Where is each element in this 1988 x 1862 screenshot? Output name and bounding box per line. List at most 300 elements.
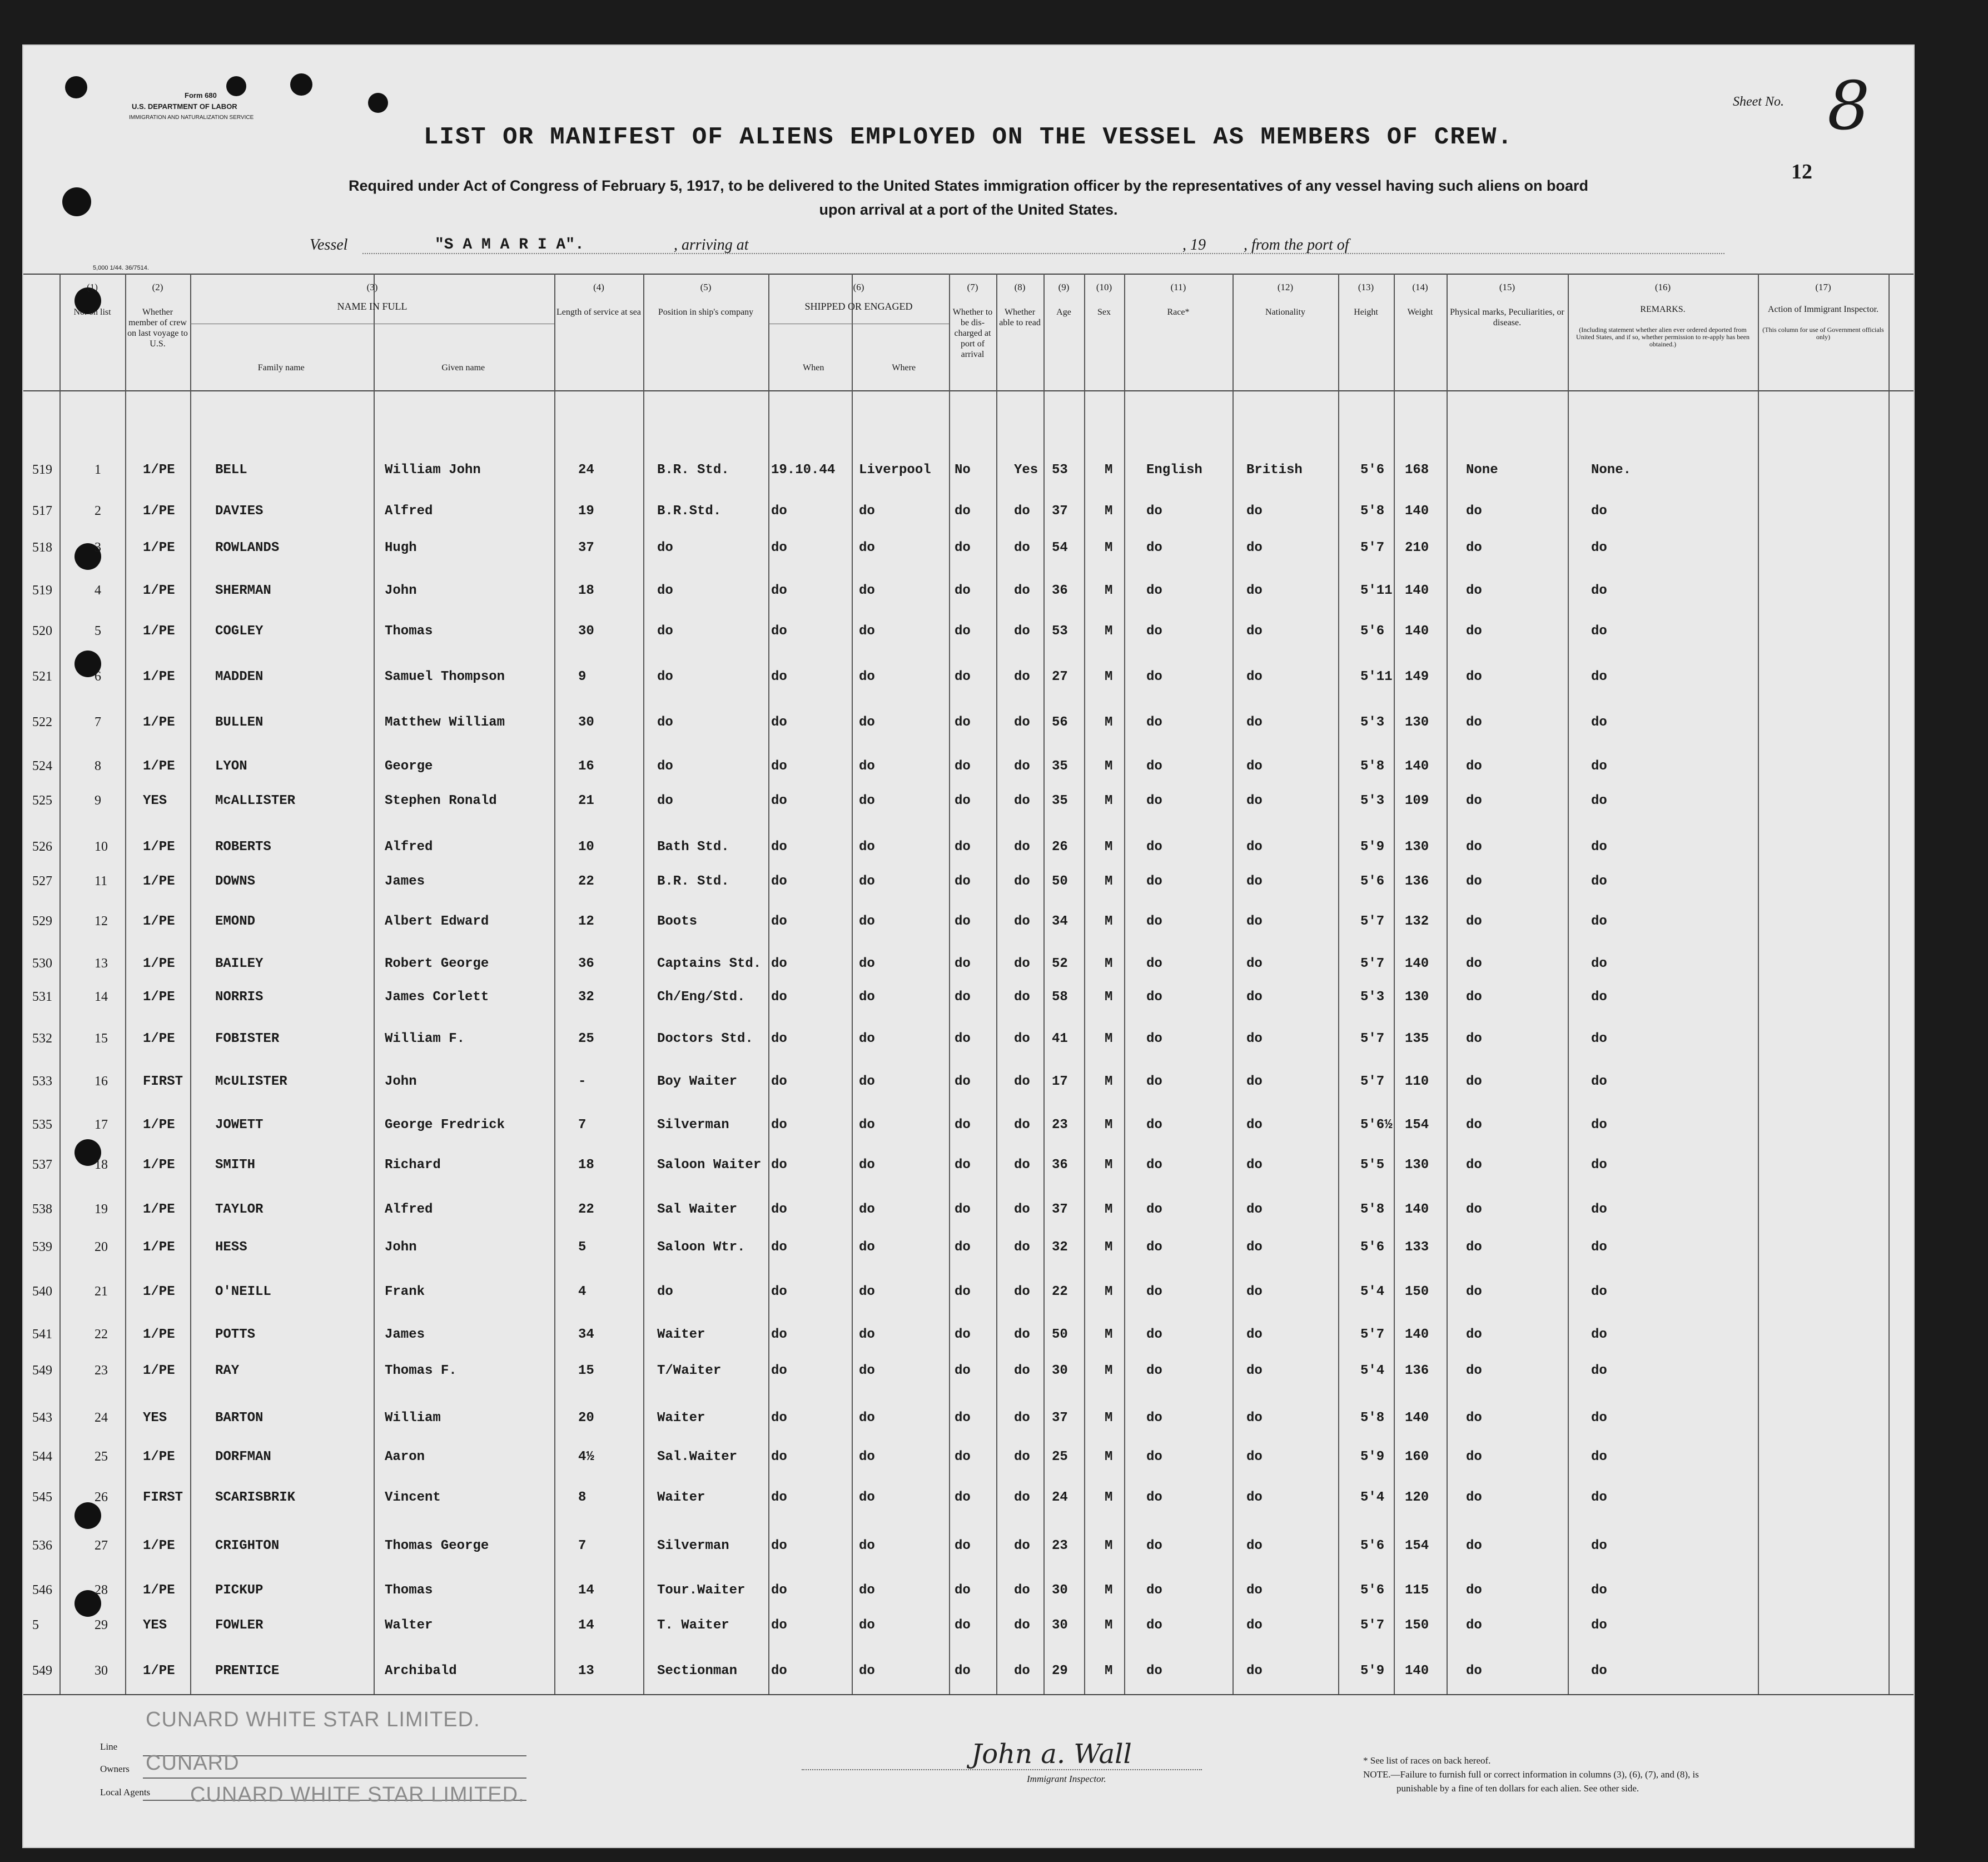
physical-marks: do xyxy=(1466,1284,1482,1299)
engaged-where: do xyxy=(859,1664,875,1679)
previous-voyage: 1/PE xyxy=(143,669,175,684)
length-of-service: 19 xyxy=(578,504,594,519)
able-to-read: do xyxy=(1014,1158,1030,1173)
sex: M xyxy=(1105,540,1113,555)
nationality: do xyxy=(1246,1327,1263,1342)
able-to-read: do xyxy=(1014,583,1030,598)
engaged-where: do xyxy=(859,669,875,684)
age: 30 xyxy=(1052,1618,1068,1633)
table-bottom-rule xyxy=(23,1694,1914,1695)
list-ref-number: 544 xyxy=(32,1449,52,1464)
age: 37 xyxy=(1052,1411,1068,1426)
family-name: McULISTER xyxy=(215,1074,287,1089)
age: 37 xyxy=(1052,504,1068,519)
previous-voyage: 1/PE xyxy=(143,1327,175,1342)
given-name: Robert George xyxy=(385,956,489,971)
ship-position: Boy Waiter xyxy=(657,1074,738,1089)
discharged-at-port: do xyxy=(955,874,971,889)
height: 5'7 xyxy=(1360,1618,1385,1633)
age: 36 xyxy=(1052,583,1068,598)
line-number: 12 xyxy=(95,914,108,928)
previous-voyage: 1/PE xyxy=(143,1240,175,1255)
able-to-read: do xyxy=(1014,1240,1030,1255)
previous-voyage: 1/PE xyxy=(143,583,175,598)
physical-marks: do xyxy=(1466,914,1482,929)
length-of-service: 8 xyxy=(578,1490,587,1505)
discharged-at-port: do xyxy=(955,1411,971,1426)
race: do xyxy=(1146,990,1162,1005)
engaged-when: do xyxy=(771,540,787,555)
race: do xyxy=(1146,1158,1162,1173)
previous-voyage: 1/PE xyxy=(143,1538,175,1553)
family-name: RAY xyxy=(215,1363,240,1378)
ship-position: do xyxy=(657,669,673,684)
engaged-when: do xyxy=(771,1363,787,1378)
department-name: U.S. DEPARTMENT OF LABOR xyxy=(132,102,237,111)
weight: 115 xyxy=(1405,1583,1429,1598)
list-ref-number: 539 xyxy=(32,1240,52,1254)
ship-position: Sal Waiter xyxy=(657,1202,738,1217)
family-name: BAILEY xyxy=(215,956,264,971)
able-to-read: do xyxy=(1014,715,1030,730)
previous-voyage: FIRST xyxy=(143,1490,183,1505)
nationality: do xyxy=(1246,1240,1263,1255)
discharged-at-port: do xyxy=(955,1538,971,1553)
weight: 140 xyxy=(1405,1664,1429,1679)
length-of-service: 4 xyxy=(578,1284,587,1299)
physical-marks: do xyxy=(1466,1240,1482,1255)
column-rule xyxy=(643,274,644,1694)
column-heading: REMARKS. xyxy=(1640,305,1686,314)
length-of-service: 14 xyxy=(578,1583,594,1598)
height: 5'7 xyxy=(1360,1327,1385,1342)
race: do xyxy=(1146,669,1162,684)
height: 5'3 xyxy=(1360,793,1385,808)
nationality: do xyxy=(1246,956,1263,971)
engaged-where: do xyxy=(859,759,875,774)
line-number: 23 xyxy=(95,1363,108,1378)
remarks: do xyxy=(1591,1240,1607,1255)
column-number: (13) xyxy=(1358,282,1374,292)
engaged-when: do xyxy=(771,1583,787,1598)
column-number: (17) xyxy=(1815,282,1831,292)
weight: 154 xyxy=(1405,1118,1429,1133)
nationality: do xyxy=(1246,874,1263,889)
column-number: (3) xyxy=(366,282,378,292)
able-to-read: do xyxy=(1014,1202,1030,1217)
line-number: 22 xyxy=(95,1327,108,1342)
weight: 130 xyxy=(1405,1158,1429,1173)
given-name: Samuel Thompson xyxy=(385,669,505,684)
nationality: do xyxy=(1246,1449,1263,1464)
remarks: do xyxy=(1591,914,1607,929)
previous-voyage: 1/PE xyxy=(143,1363,175,1378)
engaged-when: do xyxy=(771,990,787,1005)
length-of-service: 5 xyxy=(578,1240,587,1255)
remarks: do xyxy=(1591,840,1607,855)
ship-position: Waiter xyxy=(657,1490,705,1505)
previous-voyage: 1/PE xyxy=(143,1664,175,1679)
nationality: do xyxy=(1246,1490,1263,1505)
line-number: 14 xyxy=(95,990,108,1004)
sex: M xyxy=(1105,624,1113,639)
nationality: do xyxy=(1246,914,1263,929)
sex: M xyxy=(1105,793,1113,808)
sheet-label: Sheet No. xyxy=(1733,95,1784,109)
discharged-at-port: do xyxy=(955,1327,971,1342)
height: 5'3 xyxy=(1360,715,1385,730)
column-rule xyxy=(1758,274,1759,1694)
sex: M xyxy=(1105,914,1113,929)
nationality: do xyxy=(1246,1158,1263,1173)
column-heading: Weight xyxy=(1407,307,1433,317)
nationality: do xyxy=(1246,990,1263,1005)
discharged-at-port: do xyxy=(955,1240,971,1255)
nationality: do xyxy=(1246,504,1263,519)
sex: M xyxy=(1105,1158,1113,1173)
remarks: do xyxy=(1591,1363,1607,1378)
family-name: NORRIS xyxy=(215,990,264,1005)
age: 53 xyxy=(1052,463,1068,478)
family-name: DOWNS xyxy=(215,874,256,889)
nationality: do xyxy=(1246,1583,1263,1598)
list-ref-number: 524 xyxy=(32,759,52,773)
from-port-label: , from the port of xyxy=(1244,236,1349,254)
column-number: (5) xyxy=(700,282,712,292)
able-to-read: do xyxy=(1014,1449,1030,1464)
ship-position: B.R.Std. xyxy=(657,504,722,519)
previous-voyage: YES xyxy=(143,1618,167,1633)
age: 35 xyxy=(1052,759,1068,774)
race: do xyxy=(1146,956,1162,971)
engaged-where: do xyxy=(859,1411,875,1426)
remarks: None. xyxy=(1591,463,1632,478)
engaged-when: do xyxy=(771,1074,787,1089)
age: 26 xyxy=(1052,840,1068,855)
engaged-where: do xyxy=(859,1449,875,1464)
family-name: JOWETT xyxy=(215,1118,264,1133)
previous-voyage: 1/PE xyxy=(143,1118,175,1133)
list-ref-number: 529 xyxy=(32,914,52,928)
age: 22 xyxy=(1052,1284,1068,1299)
given-name: Alfred xyxy=(385,840,433,855)
ship-position: Saloon Waiter xyxy=(657,1158,762,1173)
family-name: HESS xyxy=(215,1240,247,1255)
race: do xyxy=(1146,840,1162,855)
given-name: Matthew William xyxy=(385,715,505,730)
race: do xyxy=(1146,1363,1162,1378)
list-ref-number: 549 xyxy=(32,1664,52,1678)
physical-marks: do xyxy=(1466,793,1482,808)
line-number: 10 xyxy=(95,840,108,854)
line-number: 26 xyxy=(95,1490,108,1505)
engaged-when: do xyxy=(771,1031,787,1046)
column-rule xyxy=(1447,274,1448,1694)
line-number: 9 xyxy=(95,793,101,808)
length-of-service: 34 xyxy=(578,1327,594,1342)
column-number: (10) xyxy=(1096,282,1112,292)
nationality: do xyxy=(1246,1202,1263,1217)
length-of-service: 22 xyxy=(578,874,594,889)
given-name: William F. xyxy=(385,1031,465,1046)
given-name: Aaron xyxy=(385,1449,425,1464)
family-name: BULLEN xyxy=(215,715,264,730)
manifest-subtitle-2: upon arrival at a port of the United States. xyxy=(819,201,1118,218)
races-note: * See list of races on back hereof. xyxy=(1363,1755,1491,1766)
list-ref-number: 538 xyxy=(32,1202,52,1216)
able-to-read: do xyxy=(1014,624,1030,639)
ship-position: do xyxy=(657,715,673,730)
remarks: do xyxy=(1591,1490,1607,1505)
engaged-when: do xyxy=(771,1618,787,1633)
ship-position: Doctors Std. xyxy=(657,1031,753,1046)
race: do xyxy=(1146,504,1162,519)
engaged-where: do xyxy=(859,874,875,889)
weight: 210 xyxy=(1405,540,1429,555)
previous-voyage: 1/PE xyxy=(143,624,175,639)
ship-position: Sal.Waiter xyxy=(657,1449,738,1464)
previous-voyage: 1/PE xyxy=(143,956,175,971)
sex: M xyxy=(1105,1031,1113,1046)
remarks: do xyxy=(1591,1411,1607,1426)
length-of-service: 32 xyxy=(578,990,594,1005)
able-to-read: do xyxy=(1014,1118,1030,1133)
engaged-when: do xyxy=(771,914,787,929)
column-rule xyxy=(1124,274,1125,1694)
weight: 140 xyxy=(1405,1411,1429,1426)
column-rule xyxy=(374,274,375,1694)
column-number: (14) xyxy=(1412,282,1428,292)
weight: 133 xyxy=(1405,1240,1429,1255)
engaged-when: do xyxy=(771,1538,787,1553)
manifest-subtitle-1: Required under Act of Congress of February 5, 1917, to be delivered to the United States immigration officer by the representatives of any vessel having such aliens on board xyxy=(348,177,1589,194)
length-of-service: 30 xyxy=(578,715,594,730)
previous-voyage: 1/PE xyxy=(143,1031,175,1046)
length-of-service: 14 xyxy=(578,1618,594,1633)
previous-voyage: 1/PE xyxy=(143,1583,175,1598)
engaged-when: do xyxy=(771,874,787,889)
length-of-service: 13 xyxy=(578,1664,594,1679)
race: do xyxy=(1146,874,1162,889)
height: 5'8 xyxy=(1360,504,1385,519)
weight: 140 xyxy=(1405,1327,1429,1342)
remarks: do xyxy=(1591,1074,1607,1089)
list-ref-number: 521 xyxy=(32,669,52,684)
column-subheading: (This column for use of Government officials only) xyxy=(1762,326,1884,341)
engaged-when: do xyxy=(771,1158,787,1173)
length-of-service: 18 xyxy=(578,583,594,598)
punch-hole xyxy=(290,73,312,96)
race: do xyxy=(1146,1202,1162,1217)
nationality: do xyxy=(1246,715,1263,730)
list-ref-number: 526 xyxy=(32,840,52,854)
length-of-service: 30 xyxy=(578,624,594,639)
column-rule xyxy=(1084,274,1085,1694)
physical-marks: do xyxy=(1466,990,1482,1005)
given-name: Albert Edward xyxy=(385,914,489,929)
age: 58 xyxy=(1052,990,1068,1005)
line-number: 18 xyxy=(95,1158,108,1172)
remarks: do xyxy=(1591,540,1607,555)
column-number: (2) xyxy=(152,282,163,292)
height: 5'8 xyxy=(1360,759,1385,774)
list-ref-number: 545 xyxy=(32,1490,52,1505)
engaged-when: do xyxy=(771,793,787,808)
family-name: FOBISTER xyxy=(215,1031,280,1046)
nationality: do xyxy=(1246,669,1263,684)
family-name: EMOND xyxy=(215,914,256,929)
given-name: William xyxy=(385,1411,441,1426)
given-name: John xyxy=(385,1240,417,1255)
able-to-read: do xyxy=(1014,956,1030,971)
height: 5'6 xyxy=(1360,874,1385,889)
discharged-at-port: do xyxy=(955,793,971,808)
length-of-service: 7 xyxy=(578,1118,587,1133)
physical-marks: None xyxy=(1466,463,1498,478)
race: do xyxy=(1146,540,1162,555)
signature-line xyxy=(802,1769,1202,1770)
ship-position: Silverman xyxy=(657,1538,729,1553)
height: 5'4 xyxy=(1360,1490,1385,1505)
previous-voyage: 1/PE xyxy=(143,1284,175,1299)
line-number: 20 xyxy=(95,1240,108,1254)
physical-marks: do xyxy=(1466,1118,1482,1133)
page-number: 12 xyxy=(1791,160,1812,183)
weight: 140 xyxy=(1405,759,1429,774)
engaged-when: do xyxy=(771,759,787,774)
column-heading: Length of service at sea xyxy=(556,307,641,317)
remarks: do xyxy=(1591,1664,1607,1679)
length-of-service: 12 xyxy=(578,914,594,929)
engaged-where: do xyxy=(859,715,875,730)
previous-voyage: 1/PE xyxy=(143,1158,175,1173)
height: 5'5 xyxy=(1360,1158,1385,1173)
given-name: Richard xyxy=(385,1158,441,1173)
previous-voyage: 1/PE xyxy=(143,540,175,555)
height: 5'6 xyxy=(1360,624,1385,639)
discharged-at-port: do xyxy=(955,624,971,639)
race: English xyxy=(1146,463,1202,478)
previous-voyage: 1/PE xyxy=(143,759,175,774)
able-to-read: do xyxy=(1014,914,1030,929)
family-name: CRIGHTON xyxy=(215,1538,280,1553)
engaged-when: do xyxy=(771,1411,787,1426)
length-of-service: 9 xyxy=(578,669,587,684)
engaged-where: do xyxy=(859,1118,875,1133)
sex: M xyxy=(1105,583,1113,598)
list-ref-number: 535 xyxy=(32,1118,52,1132)
column-rule xyxy=(1232,274,1234,1694)
height: 5'6 xyxy=(1360,1240,1385,1255)
sex: M xyxy=(1105,759,1113,774)
ship-position: T/Waiter xyxy=(657,1363,722,1378)
nationality: do xyxy=(1246,1538,1263,1553)
previous-voyage: 1/PE xyxy=(143,1202,175,1217)
height: 5'4 xyxy=(1360,1284,1385,1299)
remarks: do xyxy=(1591,1449,1607,1464)
column-rule xyxy=(59,274,61,1694)
discharged-at-port: do xyxy=(955,914,971,929)
sex: M xyxy=(1105,1490,1113,1505)
able-to-read: do xyxy=(1014,793,1030,808)
owners-underline xyxy=(143,1777,526,1779)
physical-marks: do xyxy=(1466,1074,1482,1089)
list-ref-number: 519 xyxy=(32,583,52,598)
previous-voyage: 1/PE xyxy=(143,715,175,730)
given-name: Frank xyxy=(385,1284,425,1299)
remarks: do xyxy=(1591,1118,1607,1133)
discharged-at-port: do xyxy=(955,956,971,971)
family-name: LYON xyxy=(215,759,247,774)
height: 5'7 xyxy=(1360,1074,1385,1089)
remarks: do xyxy=(1591,759,1607,774)
engaged-where: do xyxy=(859,1284,875,1299)
able-to-read: do xyxy=(1014,840,1030,855)
age: 36 xyxy=(1052,1158,1068,1173)
age: 50 xyxy=(1052,874,1068,889)
discharged-at-port: do xyxy=(955,1031,971,1046)
engaged-where: do xyxy=(859,1202,875,1217)
sex: M xyxy=(1105,1538,1113,1553)
able-to-read: do xyxy=(1014,874,1030,889)
engaged-when: do xyxy=(771,1327,787,1342)
physical-marks: do xyxy=(1466,874,1482,889)
line-number: 17 xyxy=(95,1118,108,1132)
remarks: do xyxy=(1591,669,1607,684)
given-name: Thomas xyxy=(385,624,433,639)
age: 30 xyxy=(1052,1363,1068,1378)
height: 5'9 xyxy=(1360,1664,1385,1679)
given-name: William John xyxy=(385,463,481,478)
weight: 135 xyxy=(1405,1031,1429,1046)
vessel-label: Vessel xyxy=(310,236,348,254)
ship-position: Saloon Wtr. xyxy=(657,1240,745,1255)
weight: 150 xyxy=(1405,1284,1429,1299)
length-of-service: 37 xyxy=(578,540,594,555)
discharged-at-port: do xyxy=(955,583,971,598)
physical-marks: do xyxy=(1466,1031,1482,1046)
discharged-at-port: No xyxy=(955,463,971,478)
engaged-where: do xyxy=(859,1327,875,1342)
age: 23 xyxy=(1052,1118,1068,1133)
race: do xyxy=(1146,1490,1162,1505)
physical-marks: do xyxy=(1466,624,1482,639)
family-name: PRENTICE xyxy=(215,1664,280,1679)
column-number: (9) xyxy=(1058,282,1070,292)
column-heading: Action of Immigrant Inspector. xyxy=(1767,305,1879,314)
engaged-when: do xyxy=(771,669,787,684)
length-of-service: 15 xyxy=(578,1363,594,1378)
discharged-at-port: do xyxy=(955,1158,971,1173)
list-ref-number: 522 xyxy=(32,715,52,729)
column-number: (11) xyxy=(1170,282,1186,292)
physical-marks: do xyxy=(1466,540,1482,555)
engaged-where: do xyxy=(859,1363,875,1378)
nationality: do xyxy=(1246,1031,1263,1046)
line-number: 13 xyxy=(95,956,108,971)
given-name: Stephen Ronald xyxy=(385,793,497,808)
race: do xyxy=(1146,1284,1162,1299)
age: 35 xyxy=(1052,793,1068,808)
previous-voyage: 1/PE xyxy=(143,1449,175,1464)
column-rule xyxy=(1043,274,1045,1694)
ship-position: do xyxy=(657,540,673,555)
able-to-read: do xyxy=(1014,1583,1030,1598)
physical-marks: do xyxy=(1466,956,1482,971)
column-rule xyxy=(190,274,191,1694)
age: 52 xyxy=(1052,956,1068,971)
list-ref-number: 537 xyxy=(32,1158,52,1172)
